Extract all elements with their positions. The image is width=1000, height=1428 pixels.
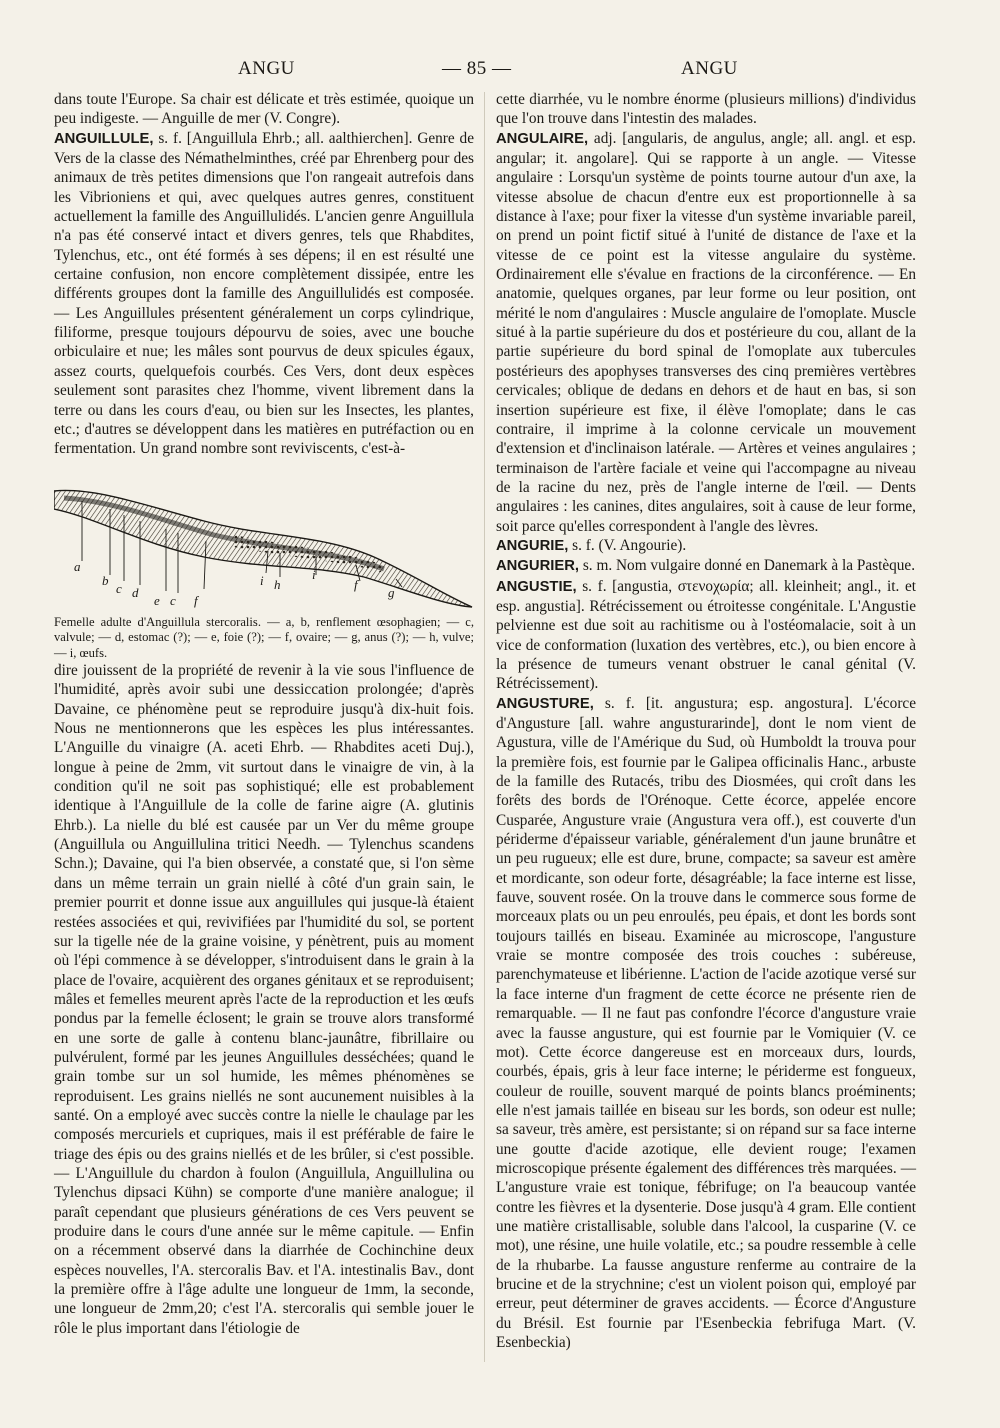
entry-text-angulaire: adj. [angularis, de angulus, angle; all. angl. et esp. angular; it. angolare]. Qui se rapporte à un angle. — Vitesse angulaire : Lorsqu'un système de points tourne autour d'un axe, la vitesse absolue de chacun d'entre eux est proportionnelle à sa distance à l'axe; pour fixer la vitesse d'un système invariable pareil, on prend un point fictif situé à l'unité de distance de l'axe et la vitesse de ce point est la vitesse angulaire du système. Ordinairement elle s'évalue en fractions de la circonférence. — En anatomie, quelques organes, par leur forme ou leur position, ont mérité le nom d'angulaires : Muscle angulaire de l'omoplate. Muscle situé à la partie supérieure du dos et postérieure du cou, allant de la partie supérieure du bord spinal de l'omoplate aux tubercules postérieurs des apophyses transverses des cinq premières vertèbres cervicales; oblique de dedans en dehors et de haut en bas, si son insertion supérieure est fixe, il élève l'omoplate; dans le cas contraire, il imprime à la colonne cervicale un mouvement d'extension et d'inclinaison latérale. — Artères et veines angulaires ; terminaison de l'artère faciale et veine qui l'accompagne au niveau de la racine du nez, près de l'angle interne de l'œil. — Dents angulaires : les canines, dites angulaires, soit à cause de leur forme, soit parce qu'elles correspondent à l'angle des lèvres.: [496, 129, 916, 535]
running-head-right: ANGU: [681, 58, 738, 79]
headword-angurier: ANGURIER,: [496, 558, 580, 575]
entry-angustie: [496, 577, 916, 694]
figure-label: i: [260, 572, 264, 588]
entry-text-angusture: s. f. [it. angustura; esp. angostura]. L'écorce d'Angusture [all. wahre angusturarinde], dont le nom vient de Agustura, ville de l'Amérique du Sud, où Humboldt la trouva pour la première fois, est fournie par le Galipea officinalis Hanc., arbuste de la famille des Rutacés, tribu des Diosmées, qui croît dans les forêts des bords de l'Orénoque. Cette écorce, appelée encore Cusparée, Angusture vraie (Angustura vera off.), est couverte d'un périderme d'épaisseur variable, généralement d'un jaune brunâtre et un peu rugueux; elle est dure, brune, compacte; sa saveur est amère et mordicante, son odeur forte, désagréable; la face interne est lisse, fauve, souvent rosée. On la trouve dans le commerce sous forme de morceaux plats ou un peu enroulés, peu épais, et dont les bords sont toujours taillés en biseau. Examinée au microscope, l'angusture vraie se montre composée des trois couches : subéreuse, parenchymateuse et libérienne. L'action de l'acide azotique versé sur la face interne d'un fragment de cette écorce ne présente rien de remarquable. — Il ne faut pas confondre l'écorce d'angusture vraie avec la fausse angusture, qui est fournie par le Vomiquier (V. ce mot). Cette écorce dangereuse est en morceaux durs, lourds, courbés, épais, gris à leur face interne; le périderme est fongueux, couleur de rouille, souvent marqué de points blancs proéminents; elle n'est jamais taillée en biseau sur les bords, son odeur est nulle; sa saveur, très amère, est persistante; si on répand sur sa face interne une goutte d'acide azotique, elle devient rouge; l'examen microscopique présente également des différences très marquées. — L'angusture vraie est tonique, fébrifuge; on l'a beaucoup vantée contre les fièvres et la dysenterie. Dose jusqu'à 4 gram. Elle contient une matière cristallisable, soluble dans l'alcool, la cusparine (V. ce mot), une résine, une huile volatile, etc.; sa poudre ressemble à celle de la rhubarbe. La fausse angusture renferme au contraire de la brucine et de la strychnine; c'est un violent poison qui, employé par erreur, peut déterminer de graves accidents. — Écorce d'Angusture du Brésil. Est fournie par l'Esenbeckia febrifuga Mart. (V. Esenbeckia): [496, 694, 916, 1351]
figure-label: c: [116, 580, 122, 596]
entry-text-angustie: s. f. [angustia, στενοχωρία; all. kleinheit; angl., it. et esp. angustia]. Rétrécissement ou étroitesse congénitale. L'Angustie pelvienne est due soit au rachitisme ou à l'ostéomalacie, soit à un vice de conformation (luxation des vertèbres, etc.), ou bien encore à la présence de tumeurs venant obstruer le canal génital (V. Rétrécissement).: [496, 577, 916, 693]
headword-angurie: ANGURIE,: [496, 537, 569, 554]
figure-label: f: [354, 576, 358, 592]
entry-angusture: [496, 694, 916, 1353]
entry-text-anguillule: s. f. [Anguillula Ehrb.; all. aalthierchen]. Genre de Vers de la classe des Némathelminthes, créé par Ehrenberg pour des animaux de très petites dimensions que l'on rangeait autrefois dans les Vibrioniens et qui, avec quelques autres genres, constituent actuellement la famille des Anguillulidés. L'ancien genre Anguillula n'a pas été conservé intact et divers genres, tels que Rhabdites, Tylenchus, etc., ont été formés à ses dépens; il en est résulté une certaine confusion, non encore complètement dissipée, entre les différents groupes dont la famille des Anguillulidés est composée. — Les Anguillules présentent généralement un corps cylindrique, filiforme, presque toujours dépourvu de soies, avec une bouche orbiculaire et nue; les mâles sont pourvus de deux spicules égaux, assez courts, quelquefois courbés. Ces Vers, dont deux espèces seulement sont parasites chez l'homme, vivent librement dans la terre ou dans les cours d'eau, ou bien sur les Insectes, les plantes, etc.; d'autres se développent dans les matières en putréfaction ou en fermentation. Un grand nombre sont reviviscents, c'est-à-: [54, 129, 474, 458]
figure-caption: Femelle adulte d'Anguillula stercoralis. — a, b, renflement œsophagien; — c, valvule; — d, estomac (?); — e, foie (?); — f, ovaire; — g, anus (?); — h, vulve; — i, œufs.: [54, 614, 474, 660]
entry-text-angurie: s. f. (V. Angourie).: [568, 536, 687, 554]
running-head-left: ANGU: [238, 58, 295, 79]
headword-anguillule: ANGUILLULE,: [54, 130, 154, 147]
paragraph-anguillule-continued: dire jouissent de la propriété de revenir à la vie sous l'influence de l'humidité, après avoir subi une dessiccation prolongée; d'après Davaine, ce phénomène peut se reproduire jusqu'à dix-huit fois. Nous ne mentionnerons que les espèces les plus intéressantes. L'Anguille du vinaigre (A. aceti Ehrb. — Rhabdites aceti Duj.), longue à peine de 2mm, vit surtout dans le vinaigre de vin, à la condition qu'il ne soit pas sophistiqué; elle est probablement identique à l'Anguillule de la colle de farine aigre (A. glutinis Ehrb.). La nielle du blé est causée par un Ver du même groupe (Anguillula ou Anguillulina tritici Needh. — Tylenchus scandens Schn.); Davaine, qui l'a bien observée, a constaté que, si l'on sème dans un même terrain un grain niellé à côté d'un grain sain, le premier pourrit et donne issue aux anguillules qui jusque-là étaient restées associées et qui, revivifiées par l'humidité du sol, se portent sur la tigelle née de la graine voisine, y pénètrent, puis au moment où l'épi commence à se développer, s'introduisent dans le grain à la place de l'ovaire, acquièrent des organes génitaux et se reproduisent; mâles et femelles meurent après l'acte de la reproduction et les œufs pondus par la femelle éclosent; le grain se trouve alors transformé en une sorte de galle à contenu blanc-jaunâtre, fibrillaire ou pulvérulent, formé par les jeunes Anguillules desséchées; quand le grain tombe sur un sol humide, les mêmes phénomènes se reproduisent. Les grains niellés ne sont aucunement nuisibles à la santé. On a employé avec succès contre la nielle le chaulage par les composés mercuriels et cupriques, mais il est préférable de faire le triage des épis ou des grains niellés et de les brûler, si c'est possible. — L'Anguillule du chardon à foulon (Anguillula, Anguillulina ou Tylenchus dipsaci Kühn) se comporte d'une manière analogue; il paraît cependant que plusieurs générations de ces Vers peuvent se produire dans le cours d'une année sur le même capitule. — Enfin on a récemment observé dans la diarrhée de Cochinchine deux espèces nouvelles, l'A. stercoralis Bav. et l'A. intestinalis Bav., dont la première offre à l'âge adulte une longueur de 1mm, la seconde, une longueur de 2mm,20; c'est l'A. stercoralis qui semble jouer le rôle le plus important dans l'étiologie de: [54, 662, 474, 1337]
figure-label: i: [312, 566, 316, 582]
figure-label: e: [154, 592, 160, 608]
headword-angustie: ANGUSTIE,: [496, 578, 577, 595]
figure-label: c: [170, 592, 176, 608]
entry-text-angurier: s. m. Nom vulgaire donné en Danemark à la Pastèque.: [579, 557, 916, 575]
paragraph-anguille-end: dans toute l'Europe. Sa chair est délicate et très estimée, quoique un peu indigeste. — Anguille de mer (V. Congre).: [54, 91, 474, 128]
right-column: [496, 90, 916, 1352]
entry-angurier: [496, 556, 916, 576]
page-number: — 85 —: [442, 58, 512, 79]
anguillula-figure: [54, 465, 474, 615]
entry-angurie: [496, 536, 916, 556]
figure-label: h: [274, 576, 281, 592]
headword-angusture: ANGUSTURE,: [496, 695, 594, 712]
paragraph-diarrhee-end: cette diarrhée, vu le nombre énorme (plusieurs millions) d'individus que l'on trouve dans l'intestin des malades.: [496, 91, 916, 128]
left-column: [54, 90, 474, 1338]
headword-angulaire: ANGULAIRE,: [496, 130, 589, 147]
figure-label: b: [102, 572, 109, 588]
figure-label: f: [194, 592, 198, 608]
figure-label: g: [388, 584, 395, 600]
column-divider: [484, 92, 485, 1362]
figure-label: a: [74, 558, 81, 574]
entry-anguillule: [54, 129, 474, 459]
entry-angulaire: [496, 129, 916, 536]
figure-label: d: [132, 584, 139, 600]
